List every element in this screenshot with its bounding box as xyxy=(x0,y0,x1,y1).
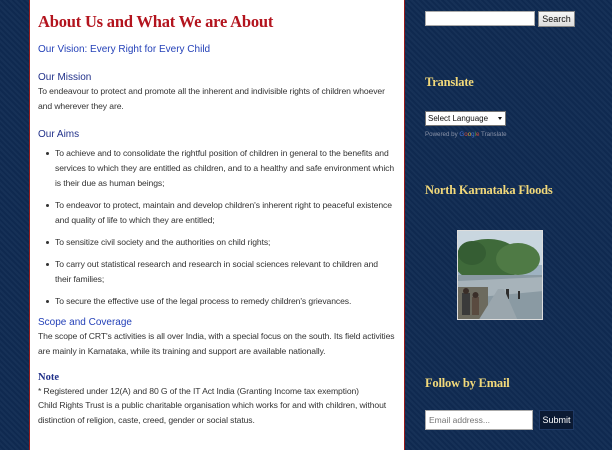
aims-item-text: To achieve and to consolidate the rightful position of children in general to the benefits and services to which they are entitled as children, and to a healthy and safe environment which is their due as human beings; xyxy=(55,148,395,188)
google-letter: o xyxy=(464,131,468,138)
sidebar xyxy=(414,0,612,450)
bullet-icon xyxy=(46,263,49,266)
aims-list-item xyxy=(48,198,396,228)
aims-list-item xyxy=(48,146,396,191)
bullet-icon xyxy=(46,152,49,155)
mission-heading: Our Mission xyxy=(38,72,92,83)
language-select-value: Select Language xyxy=(428,114,489,123)
aims-list-item xyxy=(48,257,396,287)
main-content xyxy=(29,0,405,450)
vision-heading: Our Vision: Every Right for Every Child xyxy=(38,44,211,55)
scope-heading: Scope and Coverage xyxy=(38,317,132,328)
google-letter: o xyxy=(467,131,472,138)
google-letter: G xyxy=(459,131,465,138)
flood-photo-image xyxy=(458,231,543,320)
follow-by-email-title: Follow by Email xyxy=(425,376,510,390)
aims-list-item xyxy=(48,235,396,250)
aims-list xyxy=(38,146,396,309)
flood-photo[interactable] xyxy=(457,230,543,320)
aims-item-text: To secure the effective use of the legal process to remedy children's grievances. xyxy=(55,296,352,306)
powered-by-google xyxy=(425,131,507,138)
note-heading: Note xyxy=(38,372,59,383)
email-field[interactable] xyxy=(425,410,533,430)
floods-title: North Karnataka Floods xyxy=(425,183,553,197)
search-input[interactable] xyxy=(425,11,535,26)
aims-list-item xyxy=(48,294,396,309)
powered-by-label: Powered by xyxy=(425,131,458,138)
aims-item-text: To endeavor to protect, maintain and develop children's inherent right to peaceful existence and quality of life to which they are entitled; xyxy=(55,200,392,225)
scope-text: The scope of CRT's activities is all over India, with a special focus on the south. Its field activities are mainly in Karnataka, while its training and support are available nationally. xyxy=(38,331,395,356)
submit-button[interactable]: Submit xyxy=(539,410,574,430)
bullet-icon xyxy=(46,204,49,207)
google-letter: l xyxy=(474,131,476,138)
aims-item-text: To sensitize civil society and the authorities on child rights; xyxy=(55,237,271,247)
chevron-down-icon xyxy=(498,117,502,120)
note-line-description: Child Rights Trust is a public charitable organisation which works for and with children, without distinction of religion, caste, creed, gender or social status. xyxy=(38,400,387,425)
search-button[interactable]: Search xyxy=(538,11,575,27)
aims-heading: Our Aims xyxy=(38,129,80,140)
bullet-icon xyxy=(46,241,49,244)
google-letter: e xyxy=(475,131,480,138)
left-gutter xyxy=(0,0,29,450)
aims-item-text: To carry out statistical research and research in social sciences relevant to children and their families; xyxy=(55,259,378,284)
note-line-registration: * Registered under 12(A) and 80 G of the IT Act India (Granting Income tax exemption) xyxy=(38,386,359,396)
google-logo[interactable] xyxy=(459,131,479,138)
translate-link[interactable]: Translate xyxy=(481,131,507,138)
google-letter: g xyxy=(471,131,475,138)
language-select[interactable] xyxy=(425,111,506,126)
page-title: About Us and What We are About xyxy=(38,12,274,31)
translate-title: Translate xyxy=(425,75,474,89)
mission-text: To endeavour to protect and promote all the inherent and indivisible rights of children whoever and wherever they are. xyxy=(38,86,385,111)
bullet-icon xyxy=(46,300,49,303)
